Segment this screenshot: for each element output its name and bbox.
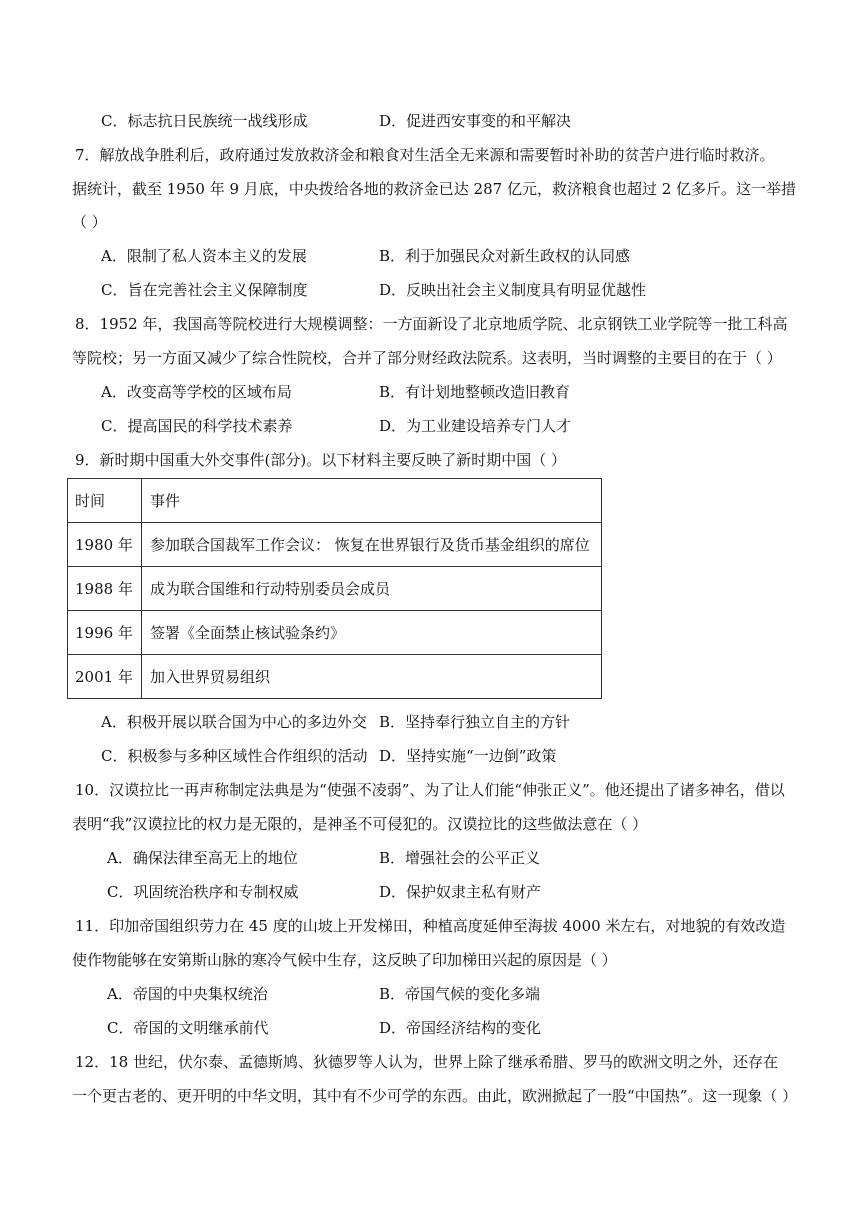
q10-stem-line-1: 10．汉谟拉比一再声称制定法典是为“使强不凌弱”、为了让人们能“伸张正义”。他还提出了诸多神名，借以: [75, 781, 785, 799]
q8-stem-line-2: 等院校；另一方面又减少了综合性院校，合并了部分财经政法院系。这表明，当时调整的主要目的在于（ ）: [72, 349, 782, 367]
q10-stem-line-2: 表明“我”汉谟拉比的权力是无限的，是神圣不可侵犯的。汉谟拉比的这些做法意在（ ）: [72, 815, 648, 833]
q12-stem-line-2: 一个更古老的、更开明的中华文明，其中有不少可学的东西。由此，欧洲掀起了一股“中国热”。这一现象（ ）: [72, 1087, 798, 1105]
table-cell-event: 签署《全面禁止核试验条约》: [141, 611, 601, 655]
table-row: [68, 655, 602, 699]
table-cell-year: 1988 年: [68, 567, 142, 611]
table-cell-year: 1980 年: [68, 523, 142, 567]
q8-option-b: B．有计划地整顿改造旧教育: [379, 383, 571, 401]
table-cell-event: 加入世界贸易组织: [141, 655, 601, 699]
q9-events-table: [67, 478, 602, 699]
q9-option-c: C．积极参与多种区域性合作组织的活动: [101, 747, 368, 765]
q9-option-b: B．坚持奉行独立自主的方针: [379, 713, 571, 731]
q7-option-a: A．限制了私人资本主义的发展: [101, 247, 307, 265]
q7-answer-blank: （ ）: [72, 213, 107, 231]
q11-option-b: B．帝国气候的变化多端: [379, 985, 541, 1003]
q9-option-a: A．积极开展以联合国为中心的多边外交: [101, 713, 367, 731]
table-row: [68, 611, 602, 655]
q7-option-b: B．利于加强民众对新生政权的认同感: [379, 247, 631, 265]
q8-option-d: D．为工业建设培养专门人才: [379, 417, 572, 435]
q6-option-c: C．标志抗日民族统一战线形成: [101, 112, 308, 130]
q11-option-a: A．帝国的中央集权统治: [107, 985, 268, 1003]
table-cell-event: 成为联合国维和行动特别委员会成员: [141, 567, 601, 611]
q7-stem-line-2: 据统计，截至 1950 年 9 月底，中央拨给各地的救济金已达 287 亿元，救济粮食也超过 2 亿多斤。这一举措: [72, 180, 797, 198]
q10-option-a: A．确保法律至高无上的地位: [107, 849, 298, 867]
q7-option-d: D．反映出社会主义制度具有明显优越性: [379, 281, 647, 299]
q8-option-c: C．提高国民的科学技术素养: [101, 417, 293, 435]
table-cell-year: 2001 年: [68, 655, 142, 699]
q9-option-d: D．坚持实施“一边倒”政策: [379, 747, 557, 765]
q11-option-c: C．帝国的文明继承前代: [107, 1019, 269, 1037]
table-cell-event: 参加联合国裁军工作会议： 恢复在世界银行及货币基金组织的席位: [141, 523, 601, 567]
table-row: [68, 567, 602, 611]
q7-stem-line-1: 7．解放战争胜利后，政府通过发放救济金和粮食对生活全无来源和需要暂时补助的贫苦户进行临时救济。: [75, 146, 775, 164]
q8-stem-line-1: 8．1952 年，我国高等院校进行大规模调整：一方面新设了北京地质学院、北京钢铁工业学院等一批工科高: [75, 315, 788, 333]
table-header-cell: 事件: [141, 479, 601, 523]
q10-option-c: C．巩固统治秩序和专制权威: [107, 883, 299, 901]
q9-stem: 9．新时期中国重大外交事件(部分)。以下材料主要反映了新时期中国（ ）: [75, 451, 567, 469]
table-row: [68, 523, 602, 567]
q6-option-d: D．促进西安事变的和平解决: [379, 112, 572, 130]
q11-stem-line-1: 11．印加帝国组织劳力在 45 度的山坡上开发梯田，种植高度延伸至海拔 4000 米左右，对地貌的有效改造: [75, 917, 786, 935]
q7-option-c: C．旨在完善社会主义保障制度: [101, 281, 308, 299]
q11-option-d: D．帝国经济结构的变化: [379, 1019, 542, 1037]
table-cell-year: 1996 年: [68, 611, 142, 655]
q10-option-b: B．增强社会的公平正义: [379, 849, 541, 867]
q10-option-d: D．保护奴隶主私有财产: [379, 883, 542, 901]
table-header-cell: 时间: [68, 479, 142, 523]
q11-stem-line-2: 使作物能够在安第斯山脉的寒冷气候中生存，这反映了印加梯田兴起的原因是（ ）: [72, 951, 617, 969]
q8-option-a: A．改变高等学校的区域布局: [101, 383, 292, 401]
q12-stem-line-1: 12．18 世纪，伏尔泰、孟德斯鸠、狄德罗等人认为，世界上除了继承希腊、罗马的欧洲文明之外，还存在: [75, 1053, 778, 1071]
table-header-row: [68, 479, 602, 523]
